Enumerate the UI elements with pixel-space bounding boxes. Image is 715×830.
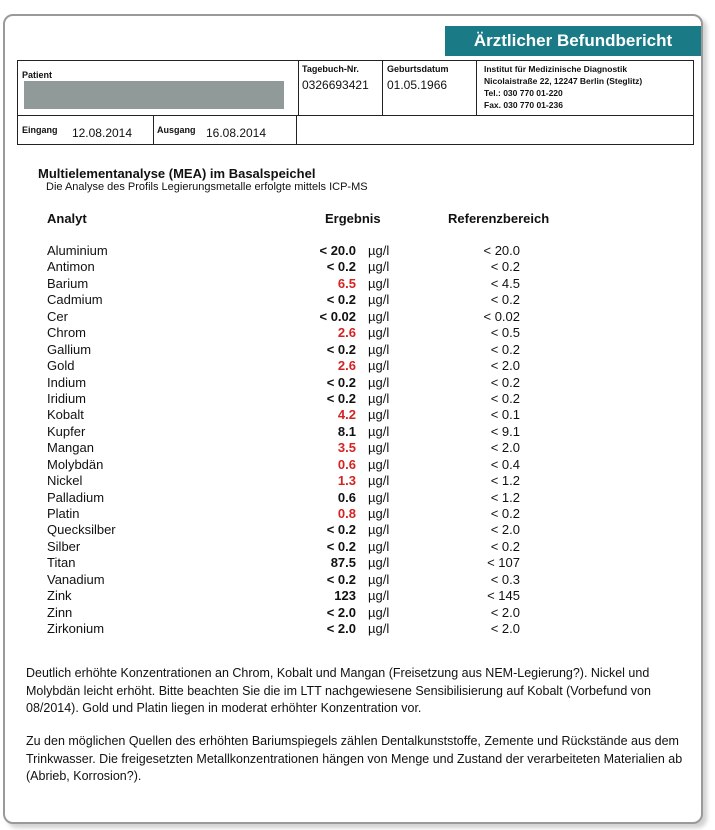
note-paragraph-2: Zu den möglichen Quellen des erhöhten Bariumspiegels zählen Dentalkunststoffe, Zemente und Rückstände aus dem Trinkwasser. Die freigesetzten Metallkonzentrationen hängen von Menge und Zustand der verarbeiteten Materialien ab (Abrieb, Korrosion?). xyxy=(26,734,683,783)
divider xyxy=(18,115,693,116)
reference-range: < 2.0 xyxy=(490,440,520,456)
reference-range: < 0.3 xyxy=(490,571,520,587)
table-row xyxy=(0,506,715,522)
table-row xyxy=(0,588,715,604)
reference-range: < 0.02 xyxy=(483,308,520,324)
table-row xyxy=(0,407,715,423)
table-row xyxy=(0,522,715,538)
divider xyxy=(298,61,299,115)
table-row xyxy=(0,325,715,341)
result-value: < 0.2 xyxy=(326,522,356,538)
analyt-name: Palladium xyxy=(47,489,105,505)
table-row xyxy=(0,539,715,555)
result-value: 0.6 xyxy=(337,456,356,472)
result-unit: µg/l xyxy=(368,538,390,554)
reference-range: < 20.0 xyxy=(483,243,520,258)
reference-range: < 2.0 xyxy=(490,604,520,620)
result-unit: µg/l xyxy=(368,341,390,357)
table-row xyxy=(0,572,715,588)
result-value: < 0.2 xyxy=(326,571,356,587)
analyt-name: Silber xyxy=(47,538,81,554)
analyt-name: Gold xyxy=(47,358,75,374)
analyt-name: Nickel xyxy=(47,473,83,489)
result-unit: µg/l xyxy=(368,588,390,604)
report-title: Ärztlicher Befundbericht xyxy=(445,26,701,56)
column-header-referenz: Referenzbereich xyxy=(448,211,550,226)
ausgang-value: 16.08.2014 xyxy=(205,126,267,140)
result-unit: µg/l xyxy=(368,506,390,521)
result-value: < 0.2 xyxy=(326,374,356,390)
tagebuch-cell xyxy=(302,64,369,92)
analyt-name: Platin xyxy=(47,506,80,521)
reference-range: < 0.2 xyxy=(490,341,520,357)
analyt-name: Molybdän xyxy=(47,456,104,472)
analyt-name: Vanadium xyxy=(47,571,105,587)
result-unit: µg/l xyxy=(368,292,390,308)
result-unit: µg/l xyxy=(368,325,390,341)
result-unit: µg/l xyxy=(368,407,390,423)
result-unit: µg/l xyxy=(368,374,390,390)
geburt-label: Geburtsdatum xyxy=(387,64,449,74)
institute-fax: Fax. 030 770 01-236 xyxy=(484,100,563,110)
patient-name-redacted xyxy=(24,81,284,109)
results-table xyxy=(0,243,715,638)
result-value: < 2.0 xyxy=(326,621,356,637)
reference-range: < 0.2 xyxy=(490,374,520,390)
result-unit: µg/l xyxy=(368,358,390,374)
analyt-name: Iridium xyxy=(47,390,87,406)
result-value: < 0.2 xyxy=(326,390,356,406)
section-title: Multielementanalyse (MEA) im Basalspeichel xyxy=(38,166,316,181)
tagebuch-value: 0326693421 xyxy=(302,78,369,92)
table-row xyxy=(0,605,715,621)
result-unit: µg/l xyxy=(368,571,390,587)
table-row xyxy=(0,259,715,275)
result-value: < 0.2 xyxy=(326,341,356,357)
analyt-name: Gallium xyxy=(47,341,92,357)
result-value: < 0.2 xyxy=(326,259,356,275)
result-unit: µg/l xyxy=(368,489,390,505)
ausgang-cell xyxy=(157,120,266,138)
table-row xyxy=(0,342,715,358)
reference-range: < 4.5 xyxy=(490,275,520,291)
geburt-value: 01.05.1966 xyxy=(387,78,448,92)
analyt-name: Barium xyxy=(47,275,89,291)
reference-range: < 1.2 xyxy=(490,473,520,489)
result-unit: µg/l xyxy=(368,440,390,456)
patient-label: Patient xyxy=(22,70,53,80)
reference-range: < 2.0 xyxy=(490,358,520,374)
result-value: 3.5 xyxy=(337,440,356,456)
header-table xyxy=(17,60,694,145)
section-subtitle: Die Analyse des Profils Legierungsmetalle erfolgte mittels ICP-MS xyxy=(46,181,368,193)
reference-range: < 0.2 xyxy=(490,259,520,275)
analyt-name: Kupfer xyxy=(47,423,86,439)
reference-range: < 0.2 xyxy=(490,538,520,554)
analyt-name: Kobalt xyxy=(47,407,84,423)
result-unit: µg/l xyxy=(368,308,390,324)
result-unit: µg/l xyxy=(368,456,390,472)
result-unit: µg/l xyxy=(368,604,390,620)
result-unit: µg/l xyxy=(368,259,390,275)
result-unit: µg/l xyxy=(368,275,390,291)
table-row xyxy=(0,292,715,308)
result-unit: µg/l xyxy=(368,555,390,571)
divider xyxy=(153,115,154,144)
table-row xyxy=(0,555,715,571)
table-row xyxy=(0,424,715,440)
eingang-cell xyxy=(22,120,132,138)
analyt-name: Aluminium xyxy=(47,243,108,258)
column-header-analyt: Analyt xyxy=(47,211,87,226)
reference-range: < 0.4 xyxy=(490,456,520,472)
result-unit: µg/l xyxy=(368,621,390,637)
table-row xyxy=(0,375,715,391)
result-value: < 0.02 xyxy=(319,308,356,324)
result-unit: µg/l xyxy=(368,390,390,406)
divider xyxy=(476,61,477,115)
table-row xyxy=(0,358,715,374)
reference-range: < 0.2 xyxy=(490,292,520,308)
divider xyxy=(296,115,297,144)
analyt-name: Zinn xyxy=(47,604,73,620)
table-row xyxy=(0,457,715,473)
analyt-name: Titan xyxy=(47,555,76,571)
institute-address: Nicolaistraße 22, 12247 Berlin (Steglitz) xyxy=(484,76,643,86)
analyt-name: Antimon xyxy=(47,259,95,275)
result-unit: µg/l xyxy=(368,423,390,439)
table-row xyxy=(0,391,715,407)
result-value: 6.5 xyxy=(337,275,356,291)
result-value: < 2.0 xyxy=(326,604,356,620)
result-value: 1.3 xyxy=(337,473,356,489)
analyt-name: Cer xyxy=(47,308,68,324)
result-unit: µg/l xyxy=(368,522,390,538)
geburt-cell xyxy=(387,64,449,92)
reference-range: < 0.5 xyxy=(490,325,520,341)
table-row xyxy=(0,243,715,259)
result-value: 123 xyxy=(334,588,356,604)
analyt-name: Quecksilber xyxy=(47,522,116,538)
institute-name: Institut für Medizinische Diagnostik xyxy=(484,64,628,74)
table-row xyxy=(0,473,715,489)
table-row xyxy=(0,440,715,456)
result-value: < 0.2 xyxy=(326,292,356,308)
note-paragraph-1: Deutlich erhöhte Konzentrationen an Chrom, Kobalt und Mangan (Freisetzung aus NEM-Legierung?). Nickel und Molybdän leicht erhöht. Bitte beachten Sie die im LTT nachgewiesene Sensibilisierung auf Kobalt (Vorbefund von 08/2014). Gold und Platin liegen in moderat erhöhter Konzentration vor. xyxy=(26,666,651,715)
reference-range: < 0.2 xyxy=(490,390,520,406)
eingang-value: 12.08.2014 xyxy=(71,126,133,140)
result-value: 2.6 xyxy=(337,325,356,341)
table-row xyxy=(0,490,715,506)
table-row xyxy=(0,276,715,292)
result-value: 8.1 xyxy=(337,423,356,439)
eingang-label: Eingang xyxy=(22,125,58,135)
reference-range: < 2.0 xyxy=(490,621,520,637)
column-header-ergebnis: Ergebnis xyxy=(325,211,381,226)
analyt-name: Zink xyxy=(47,588,72,604)
institute-cell xyxy=(484,63,642,111)
table-row xyxy=(0,621,715,637)
result-value: < 20.0 xyxy=(319,243,356,258)
analyt-name: Cadmium xyxy=(47,292,103,308)
reference-range: < 0.1 xyxy=(490,407,520,423)
result-value: 87.5 xyxy=(330,555,356,571)
analyt-name: Mangan xyxy=(47,440,94,456)
result-value: 2.6 xyxy=(337,358,356,374)
reference-range: < 107 xyxy=(487,555,520,571)
reference-range: < 145 xyxy=(487,588,520,604)
ausgang-label: Ausgang xyxy=(157,125,196,135)
tagebuch-label: Tagebuch-Nr. xyxy=(302,64,359,74)
result-value: 4.2 xyxy=(337,407,356,423)
institute-tel: Tel.: 030 770 01-220 xyxy=(484,88,563,98)
result-value: < 0.2 xyxy=(326,538,356,554)
divider xyxy=(382,61,383,115)
result-value: 0.8 xyxy=(337,506,356,521)
analyt-name: Chrom xyxy=(47,325,87,341)
reference-range: < 9.1 xyxy=(490,423,520,439)
result-unit: µg/l xyxy=(368,473,390,489)
analyt-name: Zirkonium xyxy=(47,621,105,637)
table-row xyxy=(0,309,715,325)
result-value: 0.6 xyxy=(337,489,356,505)
reference-range: < 2.0 xyxy=(490,522,520,538)
reference-range: < 0.2 xyxy=(490,506,520,521)
result-unit: µg/l xyxy=(368,243,390,258)
reference-range: < 1.2 xyxy=(490,489,520,505)
analyt-name: Indium xyxy=(47,374,87,390)
